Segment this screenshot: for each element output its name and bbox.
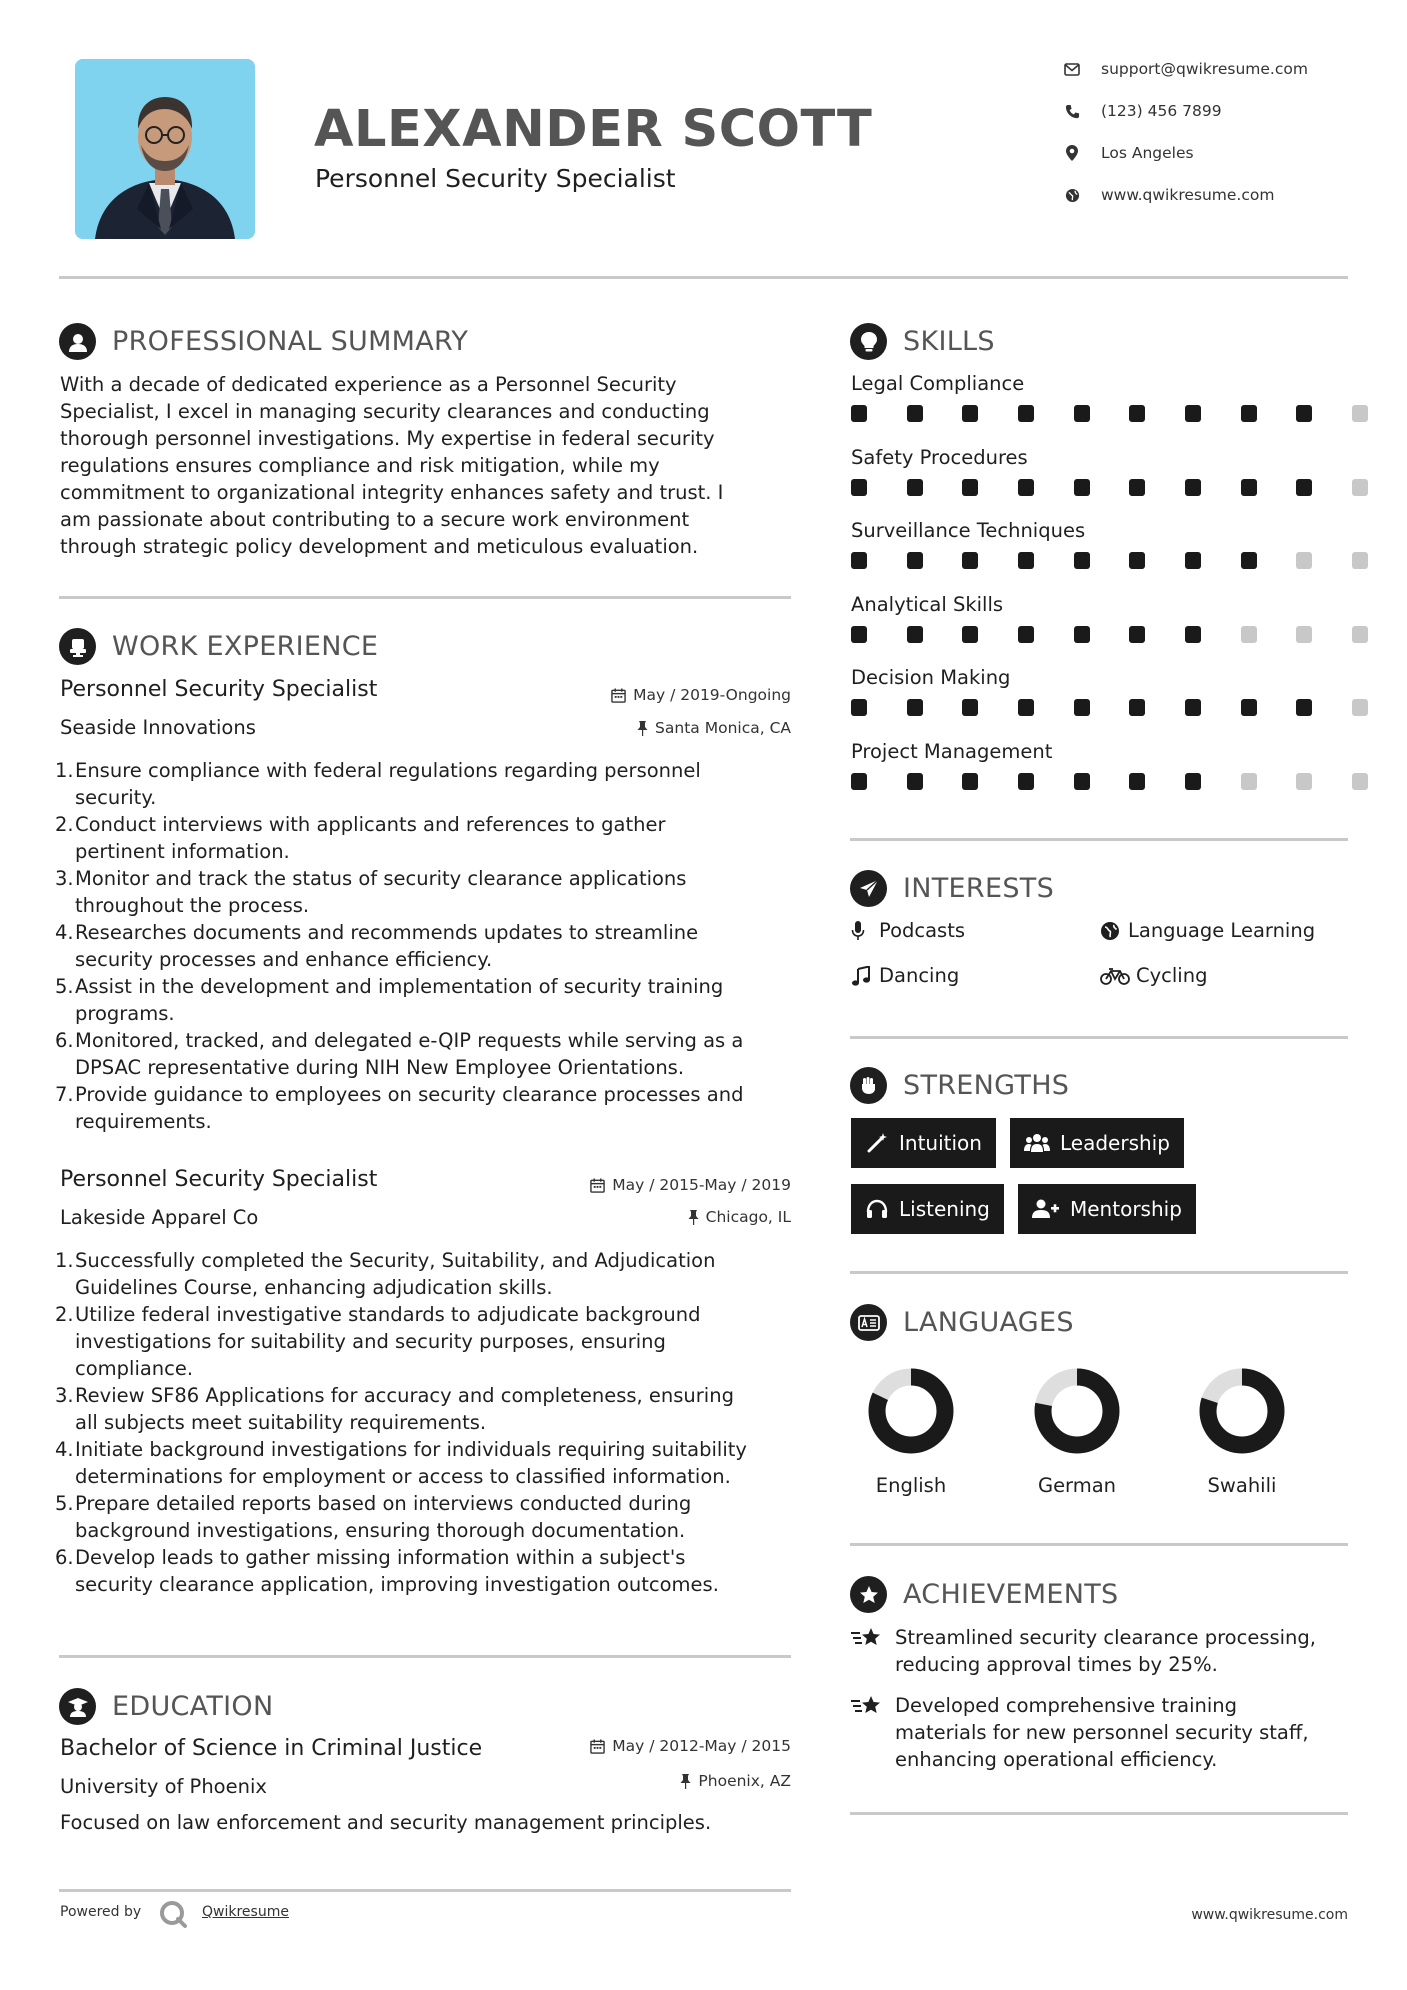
strength-tag: Mentorship [1018,1184,1196,1234]
education-heading [59,1688,273,1725]
group-icon [1024,1131,1050,1155]
skill-row [851,666,1351,740]
language-proficiency-ring [868,1368,954,1454]
strengths-title: STRENGTHS [903,1070,1070,1101]
footer-website[interactable]: www.qwikresume.com [1191,1907,1348,1923]
job-company: Seaside Innovations [60,716,256,739]
calendar-icon [590,1739,605,1754]
skill-dot-filled [1074,773,1090,790]
skill-dot-filled [907,773,923,790]
skill-dot-filled [1074,405,1090,422]
summary-line: through strategic policy development and meticulous evaluation. [60,535,699,558]
skill-name: Surveillance Techniques [851,519,1086,542]
skill-dot-filled [907,479,923,496]
achievement-item: Developed comprehensive training materials for new personnel security staff, enhancing operational efficiency. [850,1692,1350,1773]
job-duties-list [57,1247,797,1598]
job-location: Santa Monica, CA [480,719,791,737]
microphone-icon [851,920,873,942]
skill-dot-filled [1018,699,1034,716]
school-name: University of Phoenix [60,1775,267,1798]
email-text: support@qwikresume.com [1101,60,1308,78]
skill-dot-filled [1241,479,1257,496]
shooting-star-icon [850,1624,884,1654]
skill-dot-filled [907,405,923,422]
list-item: 5. Prepare detailed reports based on interviews conducted during background investigations, ensuring thorough documentation. [55,1492,692,1542]
contact-website[interactable] [1063,182,1383,208]
pushpin-icon [688,1210,699,1225]
skill-dot-filled [962,405,978,422]
skill-name: Safety Procedures [851,445,1028,469]
skill-name: Analytical Skills [851,592,1004,616]
summary-line: With a decade of dedicated experience as a Personnel Security [60,373,677,396]
list-item: 5. Assist in the development and implementation of security training programs. [55,975,724,1025]
job-company: Lakeside Apparel Co [60,1206,259,1229]
skill-dot-filled [1074,552,1090,569]
skill-rating [851,773,1368,790]
strength-tag: Leadership [1010,1118,1184,1168]
interest-item: Dancing [851,964,959,987]
footer-divider [59,1889,791,1892]
list-item: 7. Provide guidance to employees on security clearance processes and requirements. [55,1083,744,1133]
skill-dot-filled [1185,699,1201,716]
job-title: Personnel Security Specialist [60,677,378,702]
skill-dot-filled [1241,405,1257,422]
skill-rating [851,626,1368,643]
interests-heading [850,870,1054,907]
skill-row [851,593,1351,667]
skill-name: Project Management [851,739,1053,763]
skills-divider [850,838,1348,841]
strength-tag: Listening [851,1184,1004,1234]
briefcase-icon [59,628,96,665]
skill-row [851,519,1351,593]
skill-dot-filled [1241,552,1257,569]
education-title: EDUCATION [112,1691,274,1722]
language-item [1034,1368,1120,1458]
envelope-icon [1063,60,1081,78]
language-name: English [875,1474,947,1497]
languages-title: LANGUAGES [903,1307,1074,1338]
user-icon [59,323,96,360]
skill-dot-filled [1018,552,1034,569]
skill-rating [851,699,1368,716]
list-item: 6. Monitored, tracked, and delegated e-QIP requests while serving as a DPSAC representative during NIH New Employee Orientations. [55,1029,744,1079]
skill-dot-filled [907,626,923,643]
skill-dot-filled [1296,405,1312,422]
contact-email[interactable] [1063,56,1383,82]
contact-phone[interactable] [1063,98,1383,124]
skill-dot-filled [1296,699,1312,716]
education-description: Focused on law enforcement and security management principles. [60,1811,712,1834]
skill-dot-empty [1296,773,1312,790]
skill-rating [851,479,1368,496]
music-note-icon [851,965,873,987]
skill-dot-filled [962,626,978,643]
strengths-heading [850,1067,1069,1104]
skill-dot-filled [1129,552,1145,569]
qwikresume-logo-icon [158,1899,188,1929]
skill-dot-filled [1185,773,1201,790]
skill-dot-empty [1241,626,1257,643]
skill-dot-filled [1185,405,1201,422]
interest-item: Podcasts [851,919,965,942]
skill-dot-filled [1185,552,1201,569]
language-name: German [1037,1474,1117,1497]
graduate-icon [59,1688,96,1725]
skill-dot-filled [962,699,978,716]
skill-dot-filled [851,699,867,716]
list-item: 1. Ensure compliance with federal regulations regarding personnel security. [55,759,701,809]
language-proficiency-ring [1034,1368,1120,1454]
skill-row [851,372,1351,446]
degree-title: Bachelor of Science in Criminal Justice [60,1736,483,1761]
candidate-role: Personnel Security Specialist [315,164,676,193]
job-duties-list [57,757,797,1135]
list-item: 2. Utilize federal investigative standards to adjudicate background investigations for suitability and security purposes, ensuring compliance. [55,1303,701,1380]
summary-line: am passionate about contributing to a secure work environment [60,508,690,531]
list-item: 3. Review SF86 Applications for accuracy and completeness, ensuring all subjects meet suitability requirements. [55,1384,734,1434]
language-card-icon [850,1304,887,1341]
calendar-icon [590,1178,605,1193]
achievements-divider [850,1812,1348,1815]
summary-heading [59,323,468,360]
list-item: 1. Successfully completed the Security, Suitability, and Adjudication Guidelines Course, enhancing adjudication skills. [55,1249,716,1299]
shooting-star-icon [850,1692,884,1722]
candidate-name: ALEXANDER SCOTT [314,100,873,159]
lightbulb-icon [850,323,887,360]
job-title: Personnel Security Specialist [60,1167,378,1192]
skill-dot-empty [1352,552,1368,569]
list-item: 4. Initiate background investigations for individuals requiring suitability determinations for employment or access to classified information. [55,1438,747,1488]
skill-dot-filled [1241,699,1257,716]
skill-rating [851,552,1368,569]
phone-icon [1063,102,1081,120]
skill-name: Legal Compliance [851,372,1025,395]
language-item [1199,1368,1285,1458]
website-text: www.qwikresume.com [1101,186,1275,204]
experience-heading [59,628,378,665]
skill-dot-filled [1185,626,1201,643]
skill-dot-filled [851,479,867,496]
skill-name: Decision Making [851,666,1011,689]
language-item [868,1368,954,1458]
summary-line: thorough personnel investigations. My expertise in federal security [60,427,715,450]
interests-divider [850,1036,1348,1039]
skill-dot-filled [1018,773,1034,790]
skill-dot-empty [1296,626,1312,643]
summary-line: commitment to organizational integrity enhances safety and trust. I [60,481,724,504]
job-location: Chicago, IL [480,1208,791,1226]
skill-dot-filled [1074,479,1090,496]
star-badge-icon [850,1576,887,1613]
language-proficiency-ring [1199,1368,1285,1454]
job-date: May / 2015-May / 2019 [480,1176,791,1194]
pushpin-icon [680,1774,691,1789]
skill-dot-filled [962,552,978,569]
globe-icon [1063,186,1081,204]
list-item: 6. Develop leads to gather missing information within a subject's security clearance application, improving investigation outcomes. [55,1546,719,1596]
paper-plane-icon [850,870,887,907]
summary-line: Specialist, I excel in managing security clearances and conducting [60,400,710,423]
headphones-icon [865,1197,889,1221]
skill-dot-filled [1185,479,1201,496]
skills-title: SKILLS [903,326,995,357]
powered-by-text: Powered by [60,1904,142,1920]
skill-dot-filled [851,773,867,790]
languages-divider [850,1543,1348,1546]
interest-item: Language Learning [1100,919,1315,942]
skill-dot-filled [1018,626,1034,643]
contact-location [1063,140,1383,166]
skills-heading [850,323,995,360]
pushpin-icon [637,721,648,736]
header-divider [59,276,1348,279]
skill-dot-filled [907,699,923,716]
skill-rating [851,405,1368,422]
skill-dot-empty [1352,405,1368,422]
achievements-heading [850,1576,1119,1613]
education-location: Phoenix, AZ [480,1772,791,1790]
list-item: 2. Conduct interviews with applicants and references to gather pertinent information. [55,813,666,863]
phone-text: (123) 456 7899 [1101,102,1222,120]
language-name: Swahili [1207,1474,1277,1497]
map-pin-icon [1063,144,1081,162]
education-date: May / 2012-May / 2015 [480,1737,791,1755]
experience-divider [59,1655,791,1658]
skills-list [851,372,1351,813]
user-plus-icon [1032,1197,1060,1221]
skill-dot-filled [851,626,867,643]
skill-dot-filled [1129,479,1145,496]
skill-dot-empty [1352,699,1368,716]
skill-dot-empty [1241,773,1257,790]
skill-dot-filled [1129,773,1145,790]
skill-dot-filled [962,773,978,790]
magic-wand-icon [865,1131,889,1155]
raised-fist-icon [850,1067,887,1104]
skill-dot-filled [1129,405,1145,422]
list-item: 3. Monitor and track the status of security clearance applications throughout the process. [55,867,687,917]
skill-row [851,446,1351,520]
skill-dot-empty [1352,626,1368,643]
skill-dot-empty [1352,773,1368,790]
achievement-item: Streamlined security clearance processing, reducing approval times by 25%. [850,1624,1350,1678]
bicycle-icon [1100,965,1130,987]
skill-dot-filled [1018,405,1034,422]
achievements-title: ACHIEVEMENTS [903,1579,1119,1610]
summary-line: regulations ensures compliance and risk mitigation, while my [60,454,660,477]
summary-text [60,371,780,560]
interest-item: Cycling [1100,964,1207,987]
interests-title: INTERESTS [903,873,1055,904]
skill-dot-filled [1129,626,1145,643]
skill-dot-filled [1074,626,1090,643]
qwikresume-link[interactable]: Qwikresume [202,1904,289,1920]
calendar-icon [611,688,626,703]
skill-dot-filled [907,552,923,569]
strengths-divider [850,1271,1348,1274]
job-date: May / 2019-Ongoing [480,686,791,704]
profile-photo [75,59,255,239]
globe-icon [1100,920,1122,942]
skill-row [851,740,1351,814]
skill-dot-filled [1018,479,1034,496]
skill-dot-filled [1296,479,1312,496]
list-item: 4. Researches documents and recommends updates to streamline security processes and enhance efficiency. [55,921,699,971]
strength-tag: Intuition [851,1118,996,1168]
skill-dot-filled [1129,699,1145,716]
skill-dot-empty [1352,479,1368,496]
skill-dot-filled [962,479,978,496]
experience-title: WORK EXPERIENCE [112,631,379,662]
location-text: Los Angeles [1101,144,1194,162]
languages-heading [850,1304,1074,1341]
skill-dot-empty [1296,552,1312,569]
summary-title: PROFESSIONAL SUMMARY [112,326,469,357]
skill-dot-filled [851,552,867,569]
summary-divider [59,596,791,599]
skill-dot-filled [851,405,867,422]
skill-dot-filled [1074,699,1090,716]
